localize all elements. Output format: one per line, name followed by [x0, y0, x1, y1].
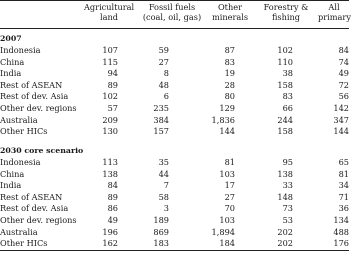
- cell-value: 34: [338, 180, 349, 191]
- table-row: [0, 192, 355, 202]
- cell-value: 49: [107, 215, 118, 225]
- cell-value: 244: [277, 114, 293, 125]
- row-label: Other dev. regions: [0, 103, 77, 113]
- header-line2: fishing: [271, 11, 301, 22]
- cell-value: 36: [338, 203, 349, 214]
- header-forestry-fishing: [257, 3, 315, 22]
- table-row: [0, 57, 355, 67]
- row-label: Rest of dev. Asia: [0, 203, 69, 214]
- cell-value: 102: [102, 91, 118, 102]
- cell-value: 27: [224, 191, 235, 202]
- row-label: Other HICs: [0, 238, 48, 249]
- cell-value: 19: [224, 68, 235, 79]
- header-line1: Other: [217, 2, 243, 12]
- row-label: Other HICs: [0, 126, 48, 137]
- cell-value: 144: [219, 126, 235, 137]
- header-line1: Forestry &: [263, 2, 309, 12]
- cell-value: 107: [102, 45, 118, 55]
- header-agricultural-land: [84, 3, 134, 22]
- table-row: [0, 126, 355, 136]
- table-row: [0, 91, 355, 101]
- cell-value: 138: [102, 168, 118, 179]
- cell-value: 66: [282, 103, 293, 113]
- cell-value: 95: [282, 157, 293, 167]
- cell-value: 157: [153, 126, 169, 137]
- cell-value: 102: [277, 45, 293, 55]
- cell-value: 27: [158, 56, 169, 67]
- table-row: [0, 115, 355, 125]
- header-line1: Fossil fuels: [148, 2, 196, 12]
- row-label: Other dev. regions: [0, 215, 77, 225]
- table-row: [0, 203, 355, 213]
- cell-value: 235: [153, 103, 169, 113]
- cell-value: 49: [338, 68, 349, 79]
- table-row: [0, 157, 355, 167]
- header-line1: Agricultural: [84, 2, 135, 12]
- header-line1: All: [328, 2, 340, 12]
- cell-value: 17: [224, 180, 235, 191]
- cell-value: 73: [282, 203, 293, 214]
- section-title-2030: 2030 core scenario: [0, 146, 84, 155]
- header-other-minerals: [208, 3, 252, 22]
- row-label: Australia: [0, 114, 38, 125]
- row-label: India: [0, 68, 22, 79]
- table-row: [0, 169, 355, 179]
- cell-value: 72: [338, 79, 349, 90]
- cell-value: 189: [153, 215, 169, 225]
- row-label: India: [0, 180, 22, 191]
- table-row: [0, 215, 355, 225]
- row-label: Indonesia: [0, 45, 41, 55]
- header-rule: [0, 28, 349, 29]
- cell-value: 89: [107, 191, 118, 202]
- table-row: [0, 238, 355, 248]
- table-row: [0, 45, 355, 55]
- cell-value: 183: [153, 238, 169, 249]
- cell-value: 134: [333, 215, 349, 225]
- cell-value: 83: [224, 56, 235, 67]
- cell-value: 202: [277, 226, 293, 237]
- cell-value: 869: [153, 226, 169, 237]
- cell-value: 1,836: [211, 114, 235, 125]
- cell-value: 176: [333, 238, 349, 249]
- cell-value: 3: [163, 203, 169, 214]
- row-label: Indonesia: [0, 157, 41, 167]
- cell-value: 184: [219, 238, 235, 249]
- header-line2: (coal, oil, gas): [142, 11, 202, 22]
- cell-value: 56: [338, 91, 349, 102]
- cell-value: 103: [219, 215, 235, 225]
- section-title-2007: 2007: [0, 34, 22, 43]
- cell-value: 86: [107, 203, 118, 214]
- header-fossil-fuels: [136, 3, 208, 22]
- row-label: China: [0, 168, 25, 179]
- cell-value: 158: [277, 79, 293, 90]
- cell-value: 71: [338, 191, 349, 202]
- cell-value: 103: [219, 168, 235, 179]
- cell-value: 89: [107, 79, 118, 90]
- cell-value: 196: [102, 226, 118, 237]
- cell-value: 44: [158, 168, 169, 179]
- table-row: [0, 80, 355, 90]
- row-label: Rest of ASEAN: [0, 191, 63, 202]
- cell-value: 81: [338, 168, 349, 179]
- cell-value: 84: [107, 180, 118, 191]
- row-label: Australia: [0, 226, 38, 237]
- cell-value: 347: [333, 114, 349, 125]
- top-rule: [0, 0, 349, 1]
- cell-value: 148: [277, 191, 293, 202]
- cell-value: 57: [107, 103, 118, 113]
- cell-value: 158: [277, 126, 293, 137]
- cell-value: 83: [282, 91, 293, 102]
- cell-value: 384: [153, 114, 169, 125]
- row-label: Rest of dev. Asia: [0, 91, 69, 102]
- cell-value: 94: [107, 68, 118, 79]
- table-row: [0, 68, 355, 78]
- cell-value: 59: [158, 45, 169, 55]
- cell-value: 28: [224, 79, 235, 90]
- cell-value: 129: [219, 103, 235, 113]
- cell-value: 1,894: [211, 226, 235, 237]
- header-line2: land: [99, 11, 118, 22]
- cell-value: 48: [158, 79, 169, 90]
- row-label: Rest of ASEAN: [0, 79, 63, 90]
- cell-value: 84: [338, 45, 349, 55]
- table-row: [0, 180, 355, 190]
- cell-value: 74: [338, 56, 349, 67]
- cell-value: 81: [224, 157, 235, 167]
- table-row: [0, 227, 355, 237]
- cell-value: 162: [102, 238, 118, 249]
- cell-value: 115: [102, 56, 118, 67]
- header-line2: minerals: [211, 11, 249, 22]
- cell-value: 58: [158, 191, 169, 202]
- cell-value: 38: [282, 68, 293, 79]
- cell-value: 138: [277, 168, 293, 179]
- cell-value: 65: [338, 157, 349, 167]
- table-row: [0, 103, 355, 113]
- cell-value: 80: [224, 91, 235, 102]
- cell-value: 70: [224, 203, 235, 214]
- cell-value: 7: [163, 180, 169, 191]
- cell-value: 35: [158, 157, 169, 167]
- cell-value: 144: [333, 126, 349, 137]
- cell-value: 209: [102, 114, 118, 125]
- cell-value: 87: [224, 45, 235, 55]
- cell-value: 142: [333, 103, 349, 113]
- cell-value: 6: [163, 91, 169, 102]
- row-label: China: [0, 56, 25, 67]
- cell-value: 130: [102, 126, 118, 137]
- cell-value: 33: [282, 180, 293, 191]
- header-line2: primary: [318, 11, 351, 22]
- header-all-primary: [318, 3, 350, 22]
- cell-value: 113: [102, 157, 118, 167]
- cell-value: 202: [277, 238, 293, 249]
- cell-value: 110: [277, 56, 293, 67]
- cell-value: 8: [163, 68, 169, 79]
- cell-value: 53: [282, 215, 293, 225]
- bottom-rule: [0, 250, 349, 251]
- cell-value: 488: [333, 226, 349, 237]
